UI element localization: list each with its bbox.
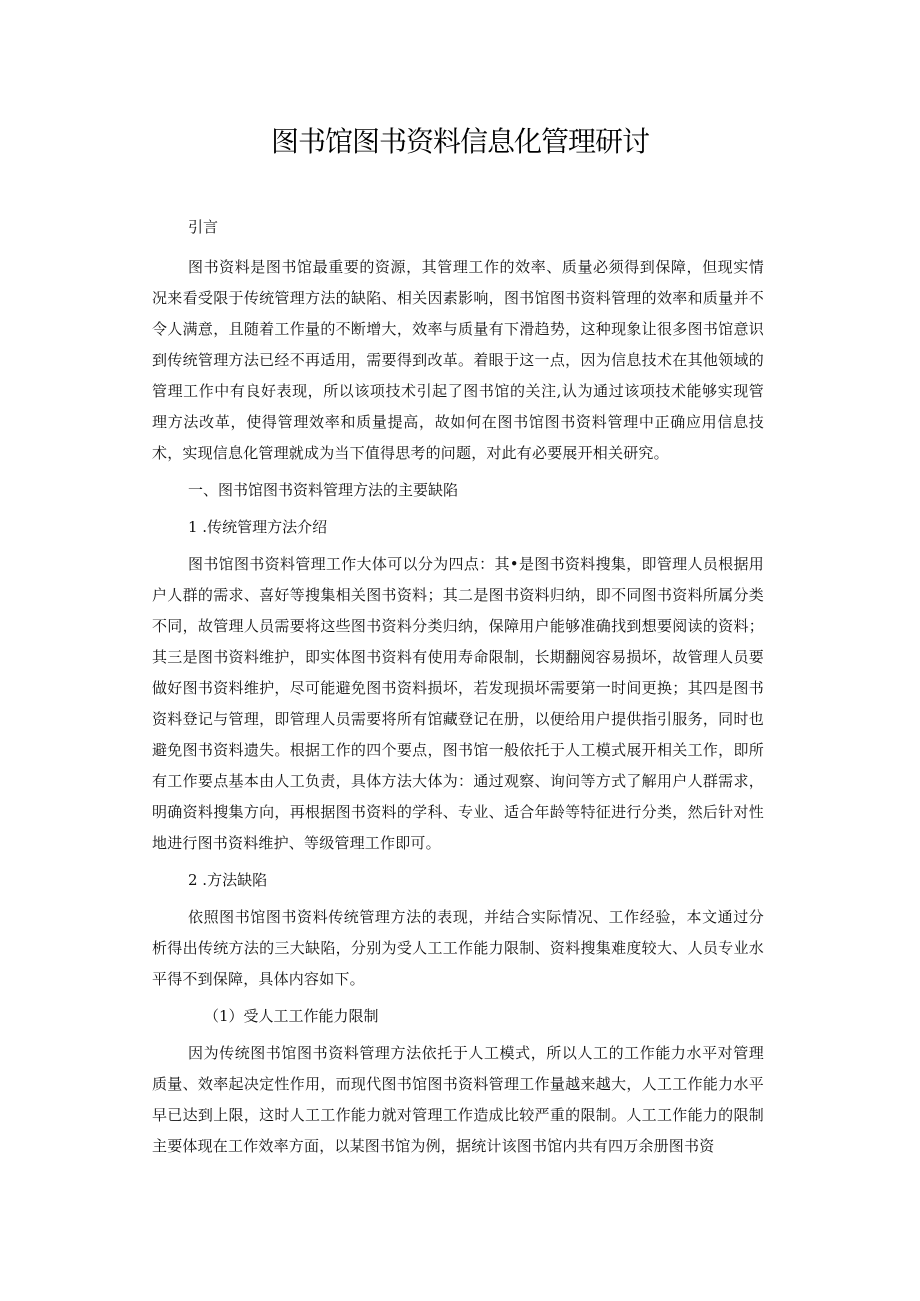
intro-heading: 引言 <box>188 218 219 236</box>
section-heading-1: 一、图书馆图书资料管理方法的主要缺陷 <box>188 481 459 499</box>
document-body <box>152 212 764 1162</box>
intro-paragraph: 图书资料是图书馆最重要的资源，其管理工作的效率、质量必须得到保障，但现实情况来看受限于传统管理方法的缺陷、相关因素影响，图书馆图书资料管理的效率和质量并不令人满意，且随着工作量的不断增大，效率与质量有下滑趋势，这种现象让很多图书馆意识到传统管理方法已经不再适用，需要得到改革。着眼于这一点，因为信息技术在其他领域的管理工作中有良好表现，所以该项技术引起了图书馆的关注,认为通过该项技术能够实现管理方法改革，使得管理效率和质量提高，故如何在图书馆图书资料管理中正确应用信息技术，实现信息化管理就成为当下值得思考的问题，对此有必要展开相关研究。 <box>152 258 764 462</box>
page-title: 图书馆图书资料信息化管理研讨 <box>270 125 649 158</box>
subsection-paragraph-1: 图书馆图书资料管理工作大体可以分为四点：其•是图书资料搜集，即管理人员根据用户人群的需求、喜好等搜集相关图书资料；其二是图书资料归纳，即不同图书资料所属分类不同，故管理人员需要将这些图书资料分类归纳，保障用户能够准确找到想要阅读的资料；其三是图书资料维护，即实体图书资料有使用寿命限制，长期翻阅容易损坏，故管理人员要做好图书资料维护，尽可能避免图书资料损坏，若发现损坏需要第一时间更换；其四是图书资料登记与管理，即管理人员需要将所有馆藏登记在册，以便给用户提供指引服务，同时也避免图书资料遗失。根据工作的四个要点，图书馆一般依托于人工模式展开相关工作，即所有工作要点基本由人工负责，具体方法大体为：通过观察、询问等方式了解用户人群需求，明确资料搜集方向，再根据图书资料的学科、专业、适合年龄等特征进行分类，然后针对性地进行图书资料维护、等级管理工作即可。 <box>152 555 764 852</box>
subsection-heading-1: 1 .传统管理方法介绍 <box>188 518 328 536</box>
subsection-paragraph-2: 依照图书馆图书资料传统管理方法的表现，并结合实际情况、工作经验，本文通过分析得出传统方法的三大缺陷，分别为受人工工作能力限制、资料搜集难度较大、人员专业水平得不到保障，具体内容如下。 <box>152 908 764 988</box>
point-paragraph-1: 因为传统图书馆图书资料管理方法依托于人工模式，所以人工的工作能力水平对管理质量、效率起决定性作用，而现代图书馆图书资料管理工作量越来越大，人工工作能力水平早已达到上限，这时人工工作能力就对管理工作造成比较严重的限制。人工工作能力的限制主要体现在工作效率方面，以某图书馆为例，据统计该图书馆内共有四万余册图书资 <box>152 1044 764 1155</box>
subsection-heading-2: 2 .方法缺陷 <box>188 871 268 889</box>
point-heading-1: （1）受人工工作能力限制 <box>204 1007 379 1025</box>
